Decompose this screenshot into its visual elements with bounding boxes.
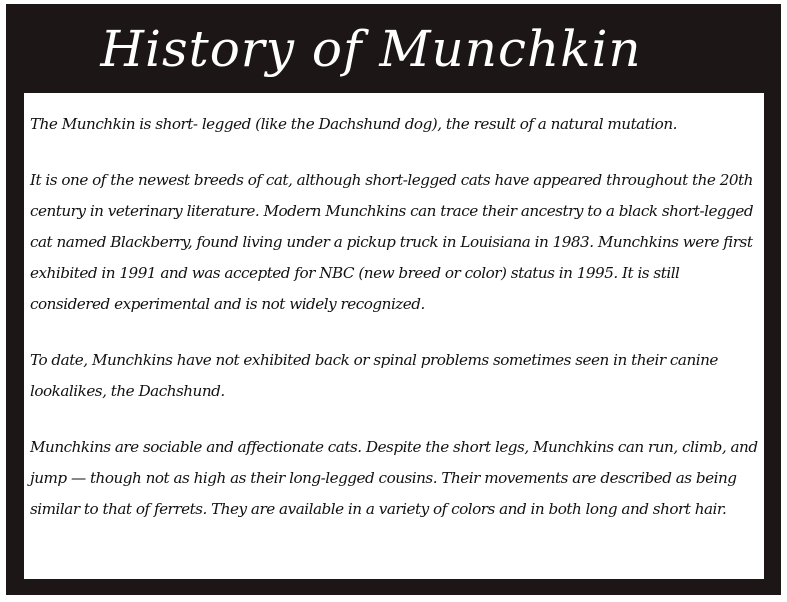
content-panel — [24, 93, 764, 579]
paragraph-temperament: Munchkins are sociable and affectionate cats. Despite the short legs, Munchkins can run, climb, and jump — though not as high as their long-legged cousins. Their movements are described as being similar to that of ferrets. They are available in a variety of colors and in both long and short hair. — [30, 438, 758, 518]
paragraph-intro: The Munchkin is short- legged (like the Dachshund dog), the result of a natural mutation. — [30, 115, 677, 133]
paragraph-health: To date, Munchkins have not exhibited back or spinal problems sometimes seen in their canine lookalikes, the Dachshund. — [30, 351, 718, 400]
page-title: History of Munchkin — [100, 20, 642, 78]
page-frame — [6, 4, 781, 595]
paragraph-history: It is one of the newest breeds of cat, although short-legged cats have appeared throughout the 20th century in veterinary literature. Modern Munchkins can trace their ancestry to a black short-legged cat named Blackberry, found living under a pickup truck in Louisiana in 1983. Munchkins were first exhibited in 1991 and was accepted for NBC (new breed or color) status in 1995. It is still considered experimental and is not widely recognized. — [30, 171, 754, 313]
